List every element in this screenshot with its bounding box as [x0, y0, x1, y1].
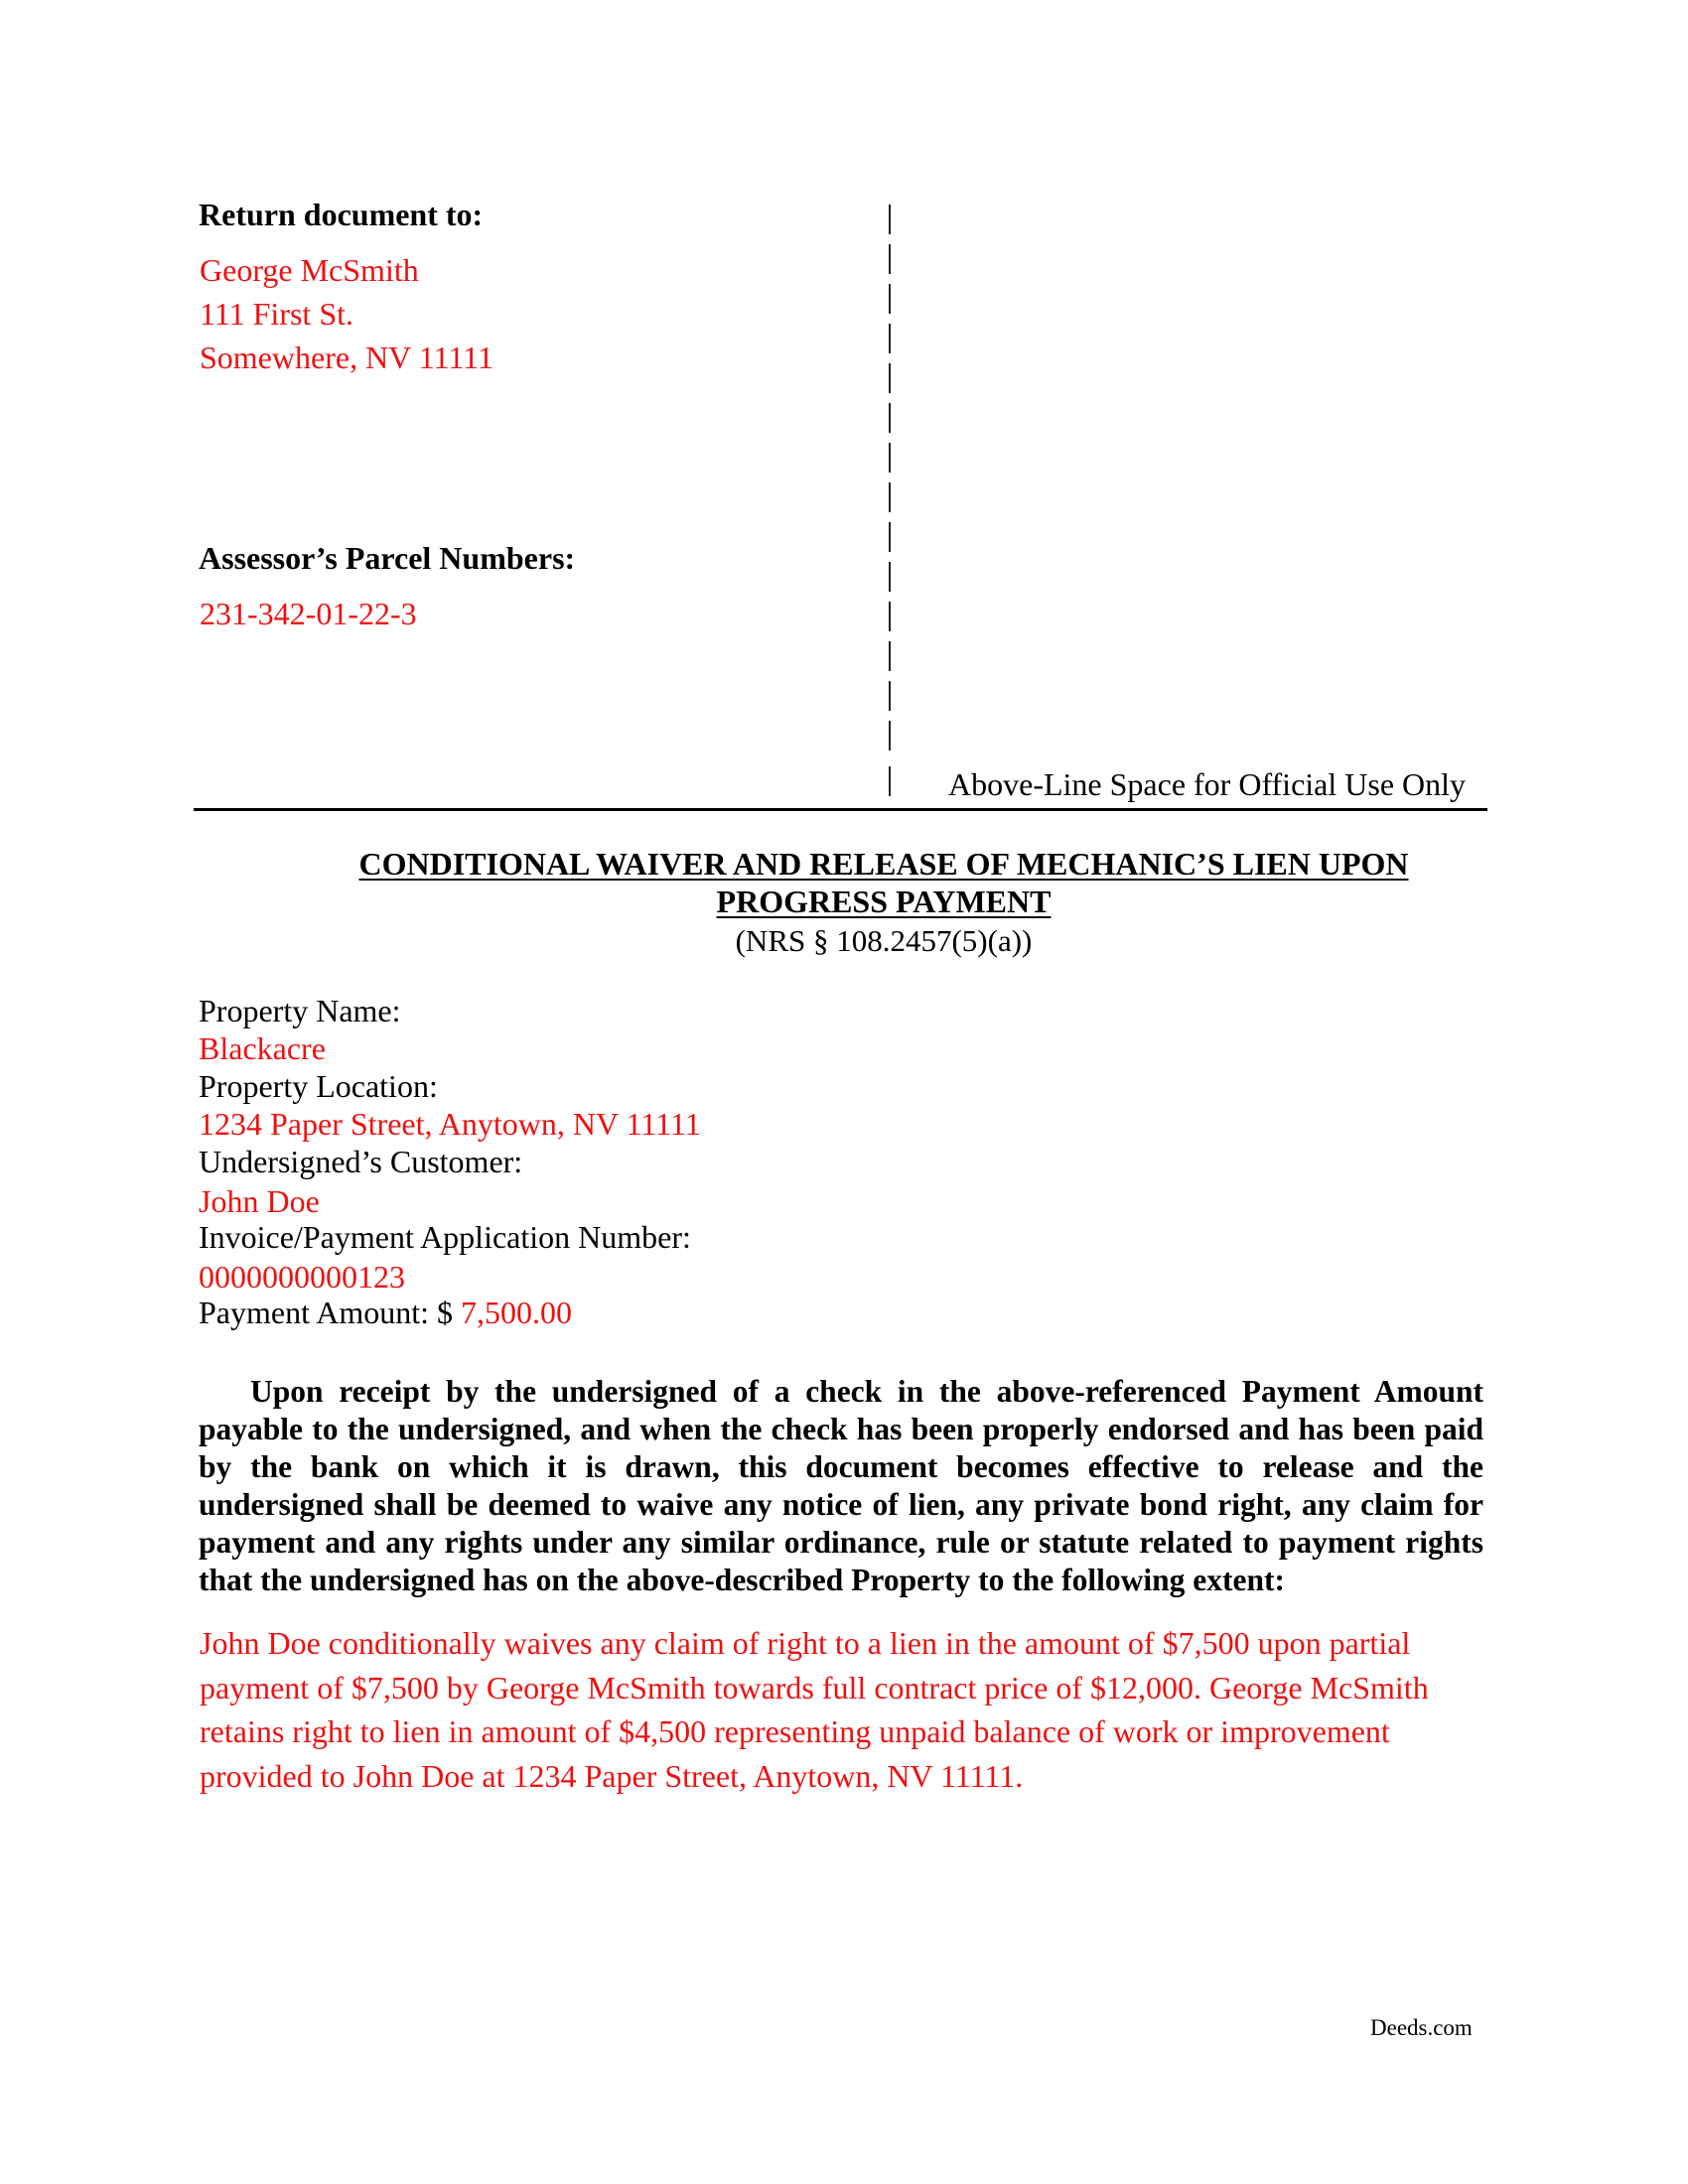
vertical-divider-segment [889, 681, 891, 711]
vertical-divider-segment [889, 522, 891, 552]
vertical-divider-segment [889, 766, 891, 796]
apn-value: 231-342-01-22-3 [200, 596, 417, 631]
official-use-label: Above-Line Space for Official Use Only [948, 766, 1467, 802]
return-name: George McSmith [200, 252, 419, 288]
vertical-divider-segment [889, 324, 891, 353]
vertical-divider-segment [889, 205, 891, 234]
vertical-divider-segment [889, 363, 891, 393]
waiver-extent: John Doe conditionally waives any claim of right to a lien in the amount of $7,500 upon partial payment of $7,500 by George McSmith towards full contract price of $12,000. George McSmith retains right to lien in amount of $4,500 representing unpaid balance of work or improvement provided to John Doe at 1234 Paper Street, Anytown, NV 11111. [200, 1625, 1429, 1794]
vertical-divider-segment [889, 284, 891, 314]
document-title-line-2: PROGRESS PAYMENT [716, 884, 1052, 919]
statute-reference: (NRS § 108.2457(5)(a)) [735, 923, 1033, 958]
property-location-label: Property Location: [199, 1068, 438, 1104]
payment-amount [199, 1295, 572, 1331]
payment-amount-label: Payment Amount: $ [199, 1295, 453, 1330]
return-street: 111 First St. [200, 296, 353, 332]
vertical-divider-segment [889, 721, 891, 751]
official-use-rule [194, 808, 1487, 811]
property-name-label: Property Name: [199, 993, 401, 1028]
document-title-line-1: CONDITIONAL WAIVER AND RELEASE OF MECHANIC’S LIEN UPON [358, 846, 1409, 882]
vertical-divider-segment [889, 403, 891, 433]
vertical-divider-segment [889, 482, 891, 512]
return-document-label: Return document to: [199, 197, 484, 232]
property-name-value: Blackacre [199, 1030, 326, 1066]
customer-value: John Doe [199, 1183, 320, 1219]
vertical-divider-segment [889, 443, 891, 473]
customer-label: Undersigned’s Customer: [199, 1144, 523, 1179]
vertical-divider-segment [889, 602, 891, 631]
vertical-divider-segment [889, 562, 891, 592]
payment-amount-value: 7,500.00 [461, 1295, 572, 1330]
apn-label: Assessor’s Parcel Numbers: [199, 540, 576, 576]
invoice-value: 0000000000123 [199, 1259, 405, 1295]
footer-brand: Deeds.com [1370, 2015, 1473, 2040]
waiver-paragraph: Upon receipt by the undersigned of a check in the above-referenced Payment Amount payable to the undersigned, and when the check has been properly endorsed and has been paid by the bank on which it is drawn, this document becomes effective to release and the undersigned shall be deemed to waive any notice of lien, any private bond right, any claim for payment and any rights under any similar ordinance, rule or statute related to payment rights that the undersigned has on the above-described Property to the following extent: [199, 1374, 1483, 1597]
return-city: Somewhere, NV 11111 [200, 340, 493, 375]
invoice-label: Invoice/Payment Application Number: [199, 1219, 691, 1255]
vertical-divider-segment [889, 641, 891, 671]
vertical-divider-segment [889, 244, 891, 274]
property-location-value: 1234 Paper Street, Anytown, NV 11111 [199, 1106, 701, 1142]
